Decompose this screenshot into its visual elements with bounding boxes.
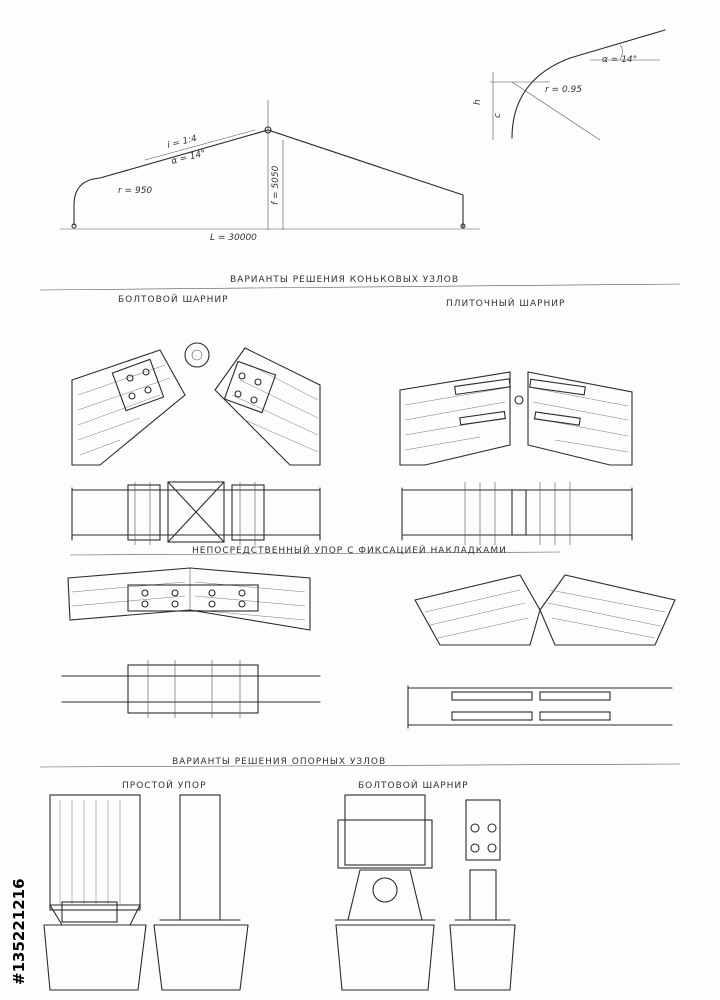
ridge-section-title: ВАРИАНТЫ РЕШЕНИЯ КОНЬКОВЫХ УЗЛОВ (230, 275, 460, 285)
support-simple-stop-label: ПРОСТОЙ УПОР (122, 781, 207, 791)
support-simple-stop-side (154, 795, 248, 990)
arch-height-label: f = 5050 (271, 165, 281, 205)
detail-angle-label: α = 14° (602, 55, 638, 65)
ridge-direct-stop-label: НЕПОСРЕДСТВЕННЫЙ УПОР С ФИКСАЦИЕЙ НАКЛАДКАМИ (192, 546, 507, 556)
arch-slope-label: i = 1:4 (166, 133, 199, 151)
ridge-bolted-hinge-elevation (72, 343, 320, 465)
direct-stop-plan-right (408, 686, 672, 728)
direct-stop-plan-left (62, 660, 320, 718)
curve-detail (473, 30, 665, 140)
support-bolted-hinge-front (335, 795, 435, 990)
arch-overview (60, 100, 480, 243)
ridge-plate-hinge-label: ПЛИТОЧНЫЙ ШАРНИР (446, 299, 566, 309)
stock-watermark-id: #135221216 (10, 878, 28, 985)
support-section-title: ВАРИАНТЫ РЕШЕНИЯ ОПОРНЫХ УЗЛОВ (172, 757, 387, 767)
arch-span-label: L = 30000 (210, 233, 257, 243)
detail-c-label: c (493, 113, 503, 118)
support-bolted-hinge-label: БОЛТОВОЙ ШАРНИР (358, 781, 469, 791)
ridge-plate-hinge-elevation (400, 372, 632, 465)
support-bolted-hinge-side (450, 800, 515, 990)
detail-radius-label: r = 0.95 (545, 85, 583, 95)
support-simple-stop-front (44, 795, 146, 990)
arch-radius-label: r = 950 (118, 186, 153, 196)
detail-h-label: h (473, 99, 483, 105)
direct-stop-elevation-right (415, 575, 675, 645)
ridge-plate-hinge-plan (402, 482, 632, 545)
arch-angle-label: α = 14° (170, 148, 207, 167)
ridge-bolted-hinge-label: БОЛТОВОЙ ШАРНИР (118, 295, 229, 305)
ridge-bolted-hinge-plan (72, 482, 320, 545)
direct-stop-elevation-left (68, 568, 310, 630)
